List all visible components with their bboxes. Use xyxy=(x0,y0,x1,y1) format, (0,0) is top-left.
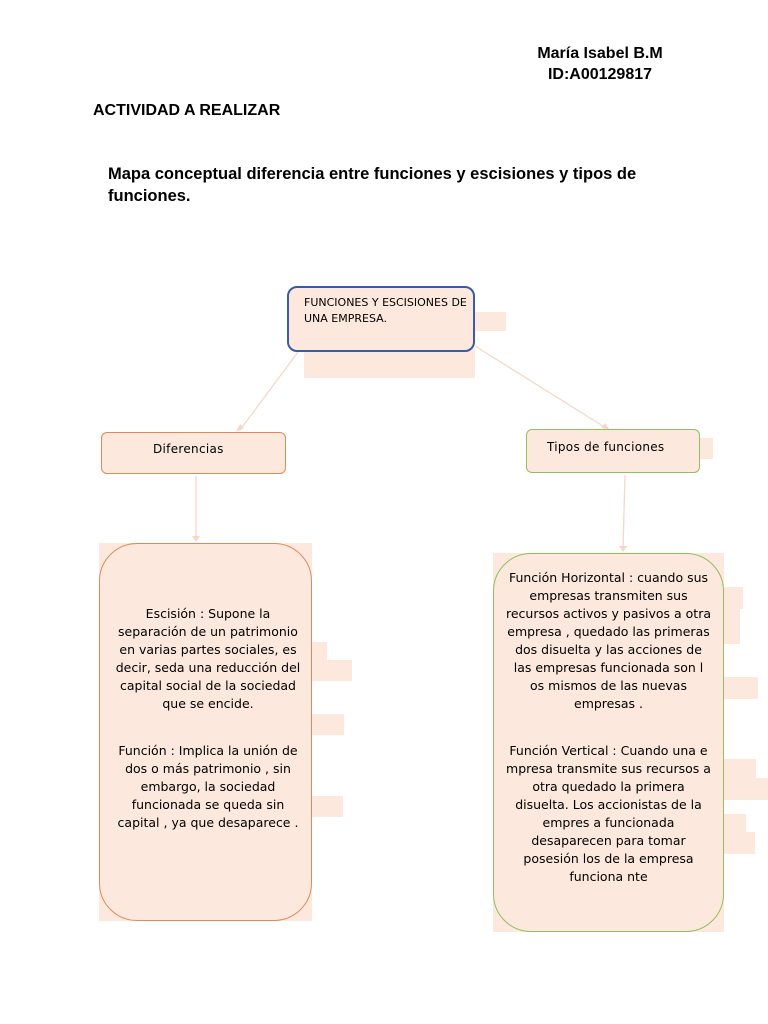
differences-node-label: Diferencias xyxy=(153,442,224,456)
activity-title: ACTIVIDAD A REALIZAR xyxy=(93,102,281,119)
right-detail-shading xyxy=(718,677,758,699)
arrowhead-right-detail xyxy=(619,546,627,552)
arrowhead-left-detail xyxy=(192,536,200,542)
connector-root-right xyxy=(475,346,606,428)
vertical-function-definition: Función Vertical : Cuando una e mpresa transmite sus recursos a otra quedado la primera disuelta. Los accionistas de la empres a funcionada desaparecen para tomar posesión los de la empresa funciona nte xyxy=(506,743,711,884)
types-node-label: Tipos de funciones xyxy=(547,440,665,454)
connector-root-left xyxy=(240,352,298,430)
page-subtitle: Mapa conceptual diferencia entre funciones y escisiones y tipos de funciones. xyxy=(108,165,637,205)
escision-definition: Escisión : Supone la separación de un patrimonio en varias partes sociales, es decir, seda una reducción del capital social de la sociedad que se encide. xyxy=(115,606,301,711)
root-node-label: FUNCIONES Y ESCISIONES DE UNA EMPRESA. xyxy=(304,296,467,325)
horizontal-function-definition: Función Horizontal : cuando sus empresas transmiten sus recursos activos y pasivos a otra empresa , quedado las primeras dos disuelta y las acciones de las empresas funcionada son l os mismos de las nuevas empresas . xyxy=(505,570,712,711)
left-detail-box xyxy=(99,543,312,921)
author-id: ID:A00129817 xyxy=(547,66,653,83)
connector-right-detail xyxy=(623,475,625,550)
funcion-definition: Función : Implica la unión de dos o más patrimonio , sin embargo, la sociedad funcionada se queda sin capital , ya que desaparece . xyxy=(117,743,299,830)
author-name: María Isabel B.M xyxy=(537,45,663,62)
right-detail-shading xyxy=(718,778,768,800)
left-detail-shading xyxy=(305,660,352,681)
root-node-shading xyxy=(304,348,475,378)
